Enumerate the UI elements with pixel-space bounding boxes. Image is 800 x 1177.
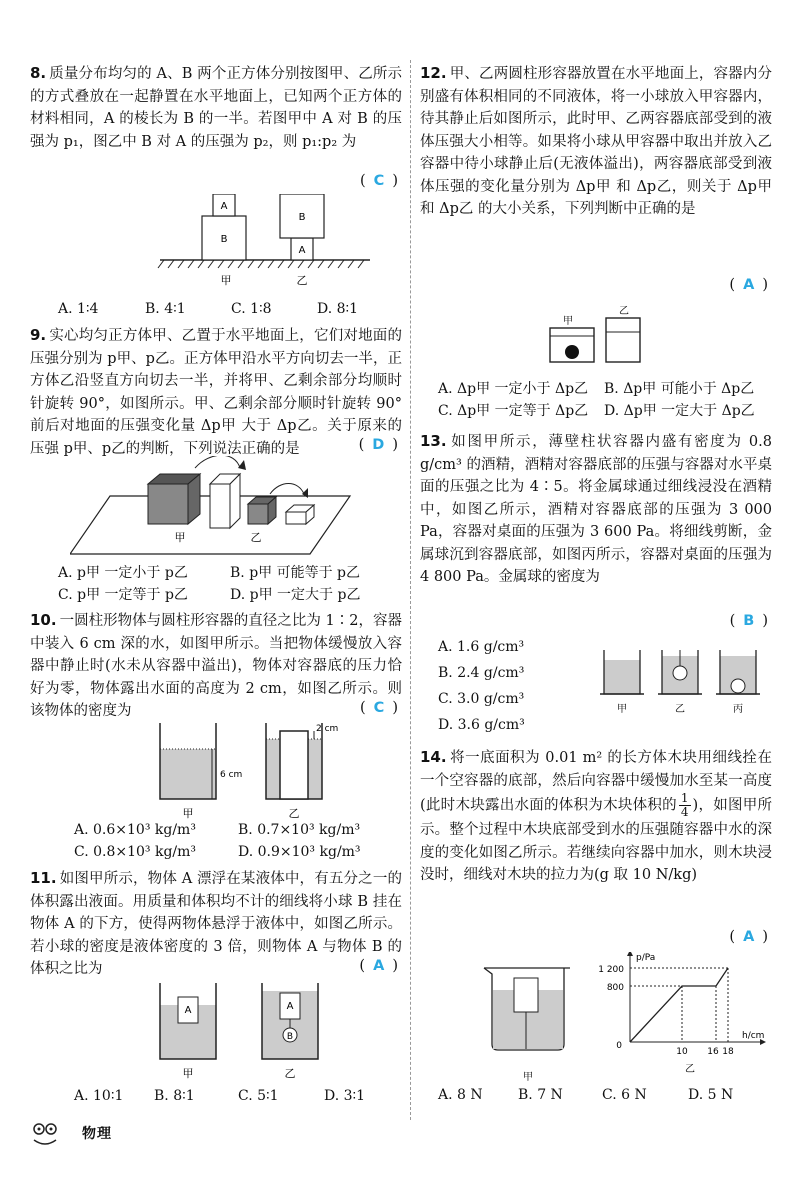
option-b: B. 7 N (518, 1087, 563, 1103)
label-b: B (220, 234, 228, 245)
option-a: A. 1∶4 (58, 301, 99, 317)
label-a: A (298, 245, 306, 256)
options (420, 1084, 772, 1106)
axis-origin: 0 (616, 1041, 622, 1051)
figure-cylinder-in-water (156, 719, 376, 834)
left-column (30, 62, 402, 1107)
option-a: A. 0.6×10³ kg/m³ (74, 822, 196, 838)
label-6cm: 6 cm (220, 770, 243, 780)
question-text: 甲、乙两圆柱形容器放置在水平地面上，容器内分别盛有体积相同的不同液体，将一小球放入甲容器内，待其静止后如图所示，此时甲、乙两容器底部受到的液体压强大小相等。如果将小球从甲容器中取出并放入乙容器中待小球静止后(无液体溢出)，两容器底部受到液体压强的变化量分别为 Δp甲 和 Δp乙，则关于 Δp甲 和 Δp乙 的大小关系，下列判断中正确的是 (420, 66, 772, 217)
question-number: 9. (30, 326, 47, 344)
tick-18: 18 (722, 1047, 734, 1057)
label-jia: 甲 (182, 1067, 194, 1080)
option-a: A. 8 N (438, 1087, 483, 1103)
question-12 (420, 62, 772, 430)
tick-10: 10 (676, 1047, 688, 1057)
mascot-logo-icon (30, 1120, 60, 1146)
question-number: 12. (420, 64, 447, 82)
question-number: 13. (420, 432, 447, 450)
answer-letter: C (373, 173, 385, 189)
answer-letter: A (743, 929, 755, 945)
option-a: A. p甲 一定小于 p乙 (58, 565, 188, 581)
answer-box: ( A ) (359, 958, 398, 974)
option-d: D. Δp甲 一定大于 Δp乙 (604, 403, 755, 419)
label-jia: 甲 (174, 531, 186, 544)
tick-16: 16 (707, 1047, 719, 1057)
option-c: C. 5∶1 (238, 1088, 279, 1104)
label-jia: 甲 (220, 274, 232, 287)
option-c: C. 6 N (602, 1087, 647, 1103)
page-footer (30, 1120, 112, 1146)
question-8 (30, 62, 402, 324)
option-c: C. p甲 一定等于 p乙 (58, 587, 188, 603)
answer-box: ( D ) (358, 437, 398, 453)
option-b: B. 2.4 g/cm³ (438, 665, 525, 681)
options (438, 634, 558, 738)
label-jia: 甲 (523, 1072, 533, 1083)
option-a: A. Δp甲 一定小于 Δp乙 (438, 381, 589, 397)
figure-metal-ball (600, 650, 780, 730)
option-b: B. Δp甲 可能小于 Δp乙 (604, 381, 755, 397)
question-text: 实心均匀正方体甲、乙置于水平地面上，它们对地面的压强分别为 p甲、p乙。正方体甲沿水平方向切去一半，正方体乙沿竖直方向切去一半，并将甲、乙剩余部分均顺时针旋转 90°，如图所示。甲、乙剩余部分顺时针旋转 90°前后对地面的压强变化量 Δp甲 大于 Δp乙。关于原来的压强 p甲、p乙的判断，下列说法正确的是 (30, 328, 402, 457)
question-9 (30, 324, 402, 609)
label-b: B (286, 1032, 294, 1042)
answer-letter: D (372, 437, 385, 453)
question-number: 8. (30, 64, 47, 82)
question-11 (30, 867, 402, 1107)
answer-box: ( C ) (360, 700, 398, 716)
label-yi: 乙 (619, 306, 629, 317)
label-a: A (220, 201, 228, 212)
question-text: 质量分布均匀的 A、B 两个正方体分别按图甲、乙所示的方式叠放在一起静置在水平地面上，已知两个正方体的材料相同，A 的棱长为 B 的一半。若图甲中 A 对 B 的压强为 p₁，图乙中 B 对 A 的压强为 p₂，则 p₁:p₂ 为 (30, 66, 402, 150)
label-b: B (298, 212, 306, 223)
question-text: 如图甲所示，薄壁柱状容器内盛有密度为 0.8 g/cm³ 的酒精，酒精对容器底部的压强与容器对水平桌面的压强之比为 4∶5。将金属球通过细线浸没在酒精中，如图乙所示，酒精对容器底部的压强为 3 000 Pa，容器对桌面的压强为 3 600 Pa。将细线剪断，金属球沉到容器底部，如图丙所示，容器对桌面的压强为 4 800 Pa。金属球的密度为 (420, 434, 772, 585)
question-13 (420, 430, 772, 746)
option-c: C. 0.8×10³ kg/m³ (74, 844, 197, 860)
figure-floating-blocks (156, 979, 376, 1089)
option-b: B. 4∶1 (145, 301, 186, 317)
option-d: D. 5 N (688, 1087, 734, 1103)
answer-letter: A (743, 277, 755, 293)
right-column (420, 62, 772, 1126)
label-yi: 乙 (288, 807, 300, 820)
question-14 (420, 746, 772, 1126)
options (30, 1085, 402, 1107)
series-line (630, 968, 728, 1042)
column-divider (410, 60, 411, 1120)
label-bing: 丙 (733, 704, 743, 715)
option-d: D. 8∶1 (317, 301, 359, 317)
options (30, 819, 402, 863)
answer-box: ( B ) (729, 613, 768, 629)
option-d: D. 3∶1 (324, 1088, 366, 1104)
option-a: A. 10∶1 (74, 1088, 124, 1104)
pressure-depth-graph (598, 952, 766, 1075)
option-d: D. 0.9×10³ kg/m³ (238, 844, 361, 860)
options (420, 378, 772, 422)
option-c: C. Δp甲 一定等于 Δp乙 (438, 403, 589, 419)
answer-box: ( A ) (729, 929, 768, 945)
tick-1200: 1 200 (598, 965, 624, 975)
question-text: 一圆柱形物体与圆柱形容器的直径之比为 1∶2，容器中装入 6 cm 深的水，如图甲所示。当把物体缓慢放入容器中静止时(水未从容器中溢出)，物体对容器底的压力恰好为零，物体露出水面的高度为 2 cm，如图乙所示。则该物体的密度为 (30, 613, 402, 719)
question-10 (30, 609, 402, 867)
question-number: 10. (30, 611, 57, 629)
answer-box: ( C ) (360, 173, 398, 189)
answer-box: ( A ) (729, 277, 768, 293)
option-b: B. 8∶1 (154, 1088, 195, 1104)
figure-two-containers (546, 302, 686, 372)
label-yi: 乙 (675, 704, 685, 715)
question-text-cont: )，如图甲所示。整个过程中木块底部受到水的压强随容器中水的深度的变化如图乙所示。若继续向容器中加水，则木块浸没时，细线对木块的拉力为(g 取 10 N/kg) (420, 797, 772, 883)
question-number: 11. (30, 869, 57, 887)
label-jia: 甲 (563, 316, 573, 327)
question-number: 14. (420, 748, 447, 766)
answer-letter: B (743, 613, 755, 629)
figure-block-and-graph (470, 952, 780, 1092)
options (30, 562, 402, 606)
label-jia: 甲 (182, 807, 194, 820)
option-b: B. 0.7×10³ kg/m³ (238, 822, 361, 838)
axis-ylabel: p/Pa (636, 953, 656, 963)
figure-stacked-cubes (150, 194, 410, 294)
option-c: C. 3.0 g/cm³ (438, 691, 525, 707)
option-c: C. 1∶8 (231, 301, 272, 317)
fraction-numerator: 1 (680, 791, 689, 805)
options (30, 298, 402, 320)
label-yi: 乙 (250, 531, 262, 544)
fraction-denominator: 4 (680, 805, 689, 819)
question-text: 将一底面积为 0.01 m² 的长方体木块用细线拴在一个空容器的底部，然后向容器中缓慢加水至某一高度(此时木块露出水面的体积为木块体积的 (420, 750, 772, 814)
label-a: A (286, 1001, 294, 1012)
label-jia: 甲 (617, 704, 627, 715)
footer-subject: 物理 (82, 1126, 112, 1142)
label-a: A (184, 1005, 192, 1016)
figure-rotated-cubes (70, 456, 370, 566)
label-yi: 乙 (685, 1064, 695, 1075)
fraction (679, 792, 691, 819)
tick-800: 800 (606, 983, 624, 993)
label-yi: 乙 (296, 274, 308, 287)
axis-xlabel: h/cm (742, 1031, 765, 1041)
answer-letter: C (373, 700, 385, 716)
answer-letter: A (373, 958, 385, 974)
option-a: A. 1.6 g/cm³ (438, 639, 525, 655)
option-d: D. p甲 一定大于 p乙 (230, 587, 361, 603)
label-yi: 乙 (284, 1067, 296, 1080)
label-2cm: 2 cm (316, 724, 339, 734)
question-text: 如图甲所示，物体 A 漂浮在某液体中，有五分之一的体积露出液面。用质量和体积均不计的细线将小球 B 挂在物体 A 的下方，使得两物体悬浮于液体中，如图乙所示。若小球的密度是液体密度的 3 倍，则物体 A 与物体 B 的体积之比为 (30, 871, 402, 977)
option-b: B. p甲 可能等于 p乙 (230, 565, 361, 581)
option-d: D. 3.6 g/cm³ (438, 717, 525, 733)
